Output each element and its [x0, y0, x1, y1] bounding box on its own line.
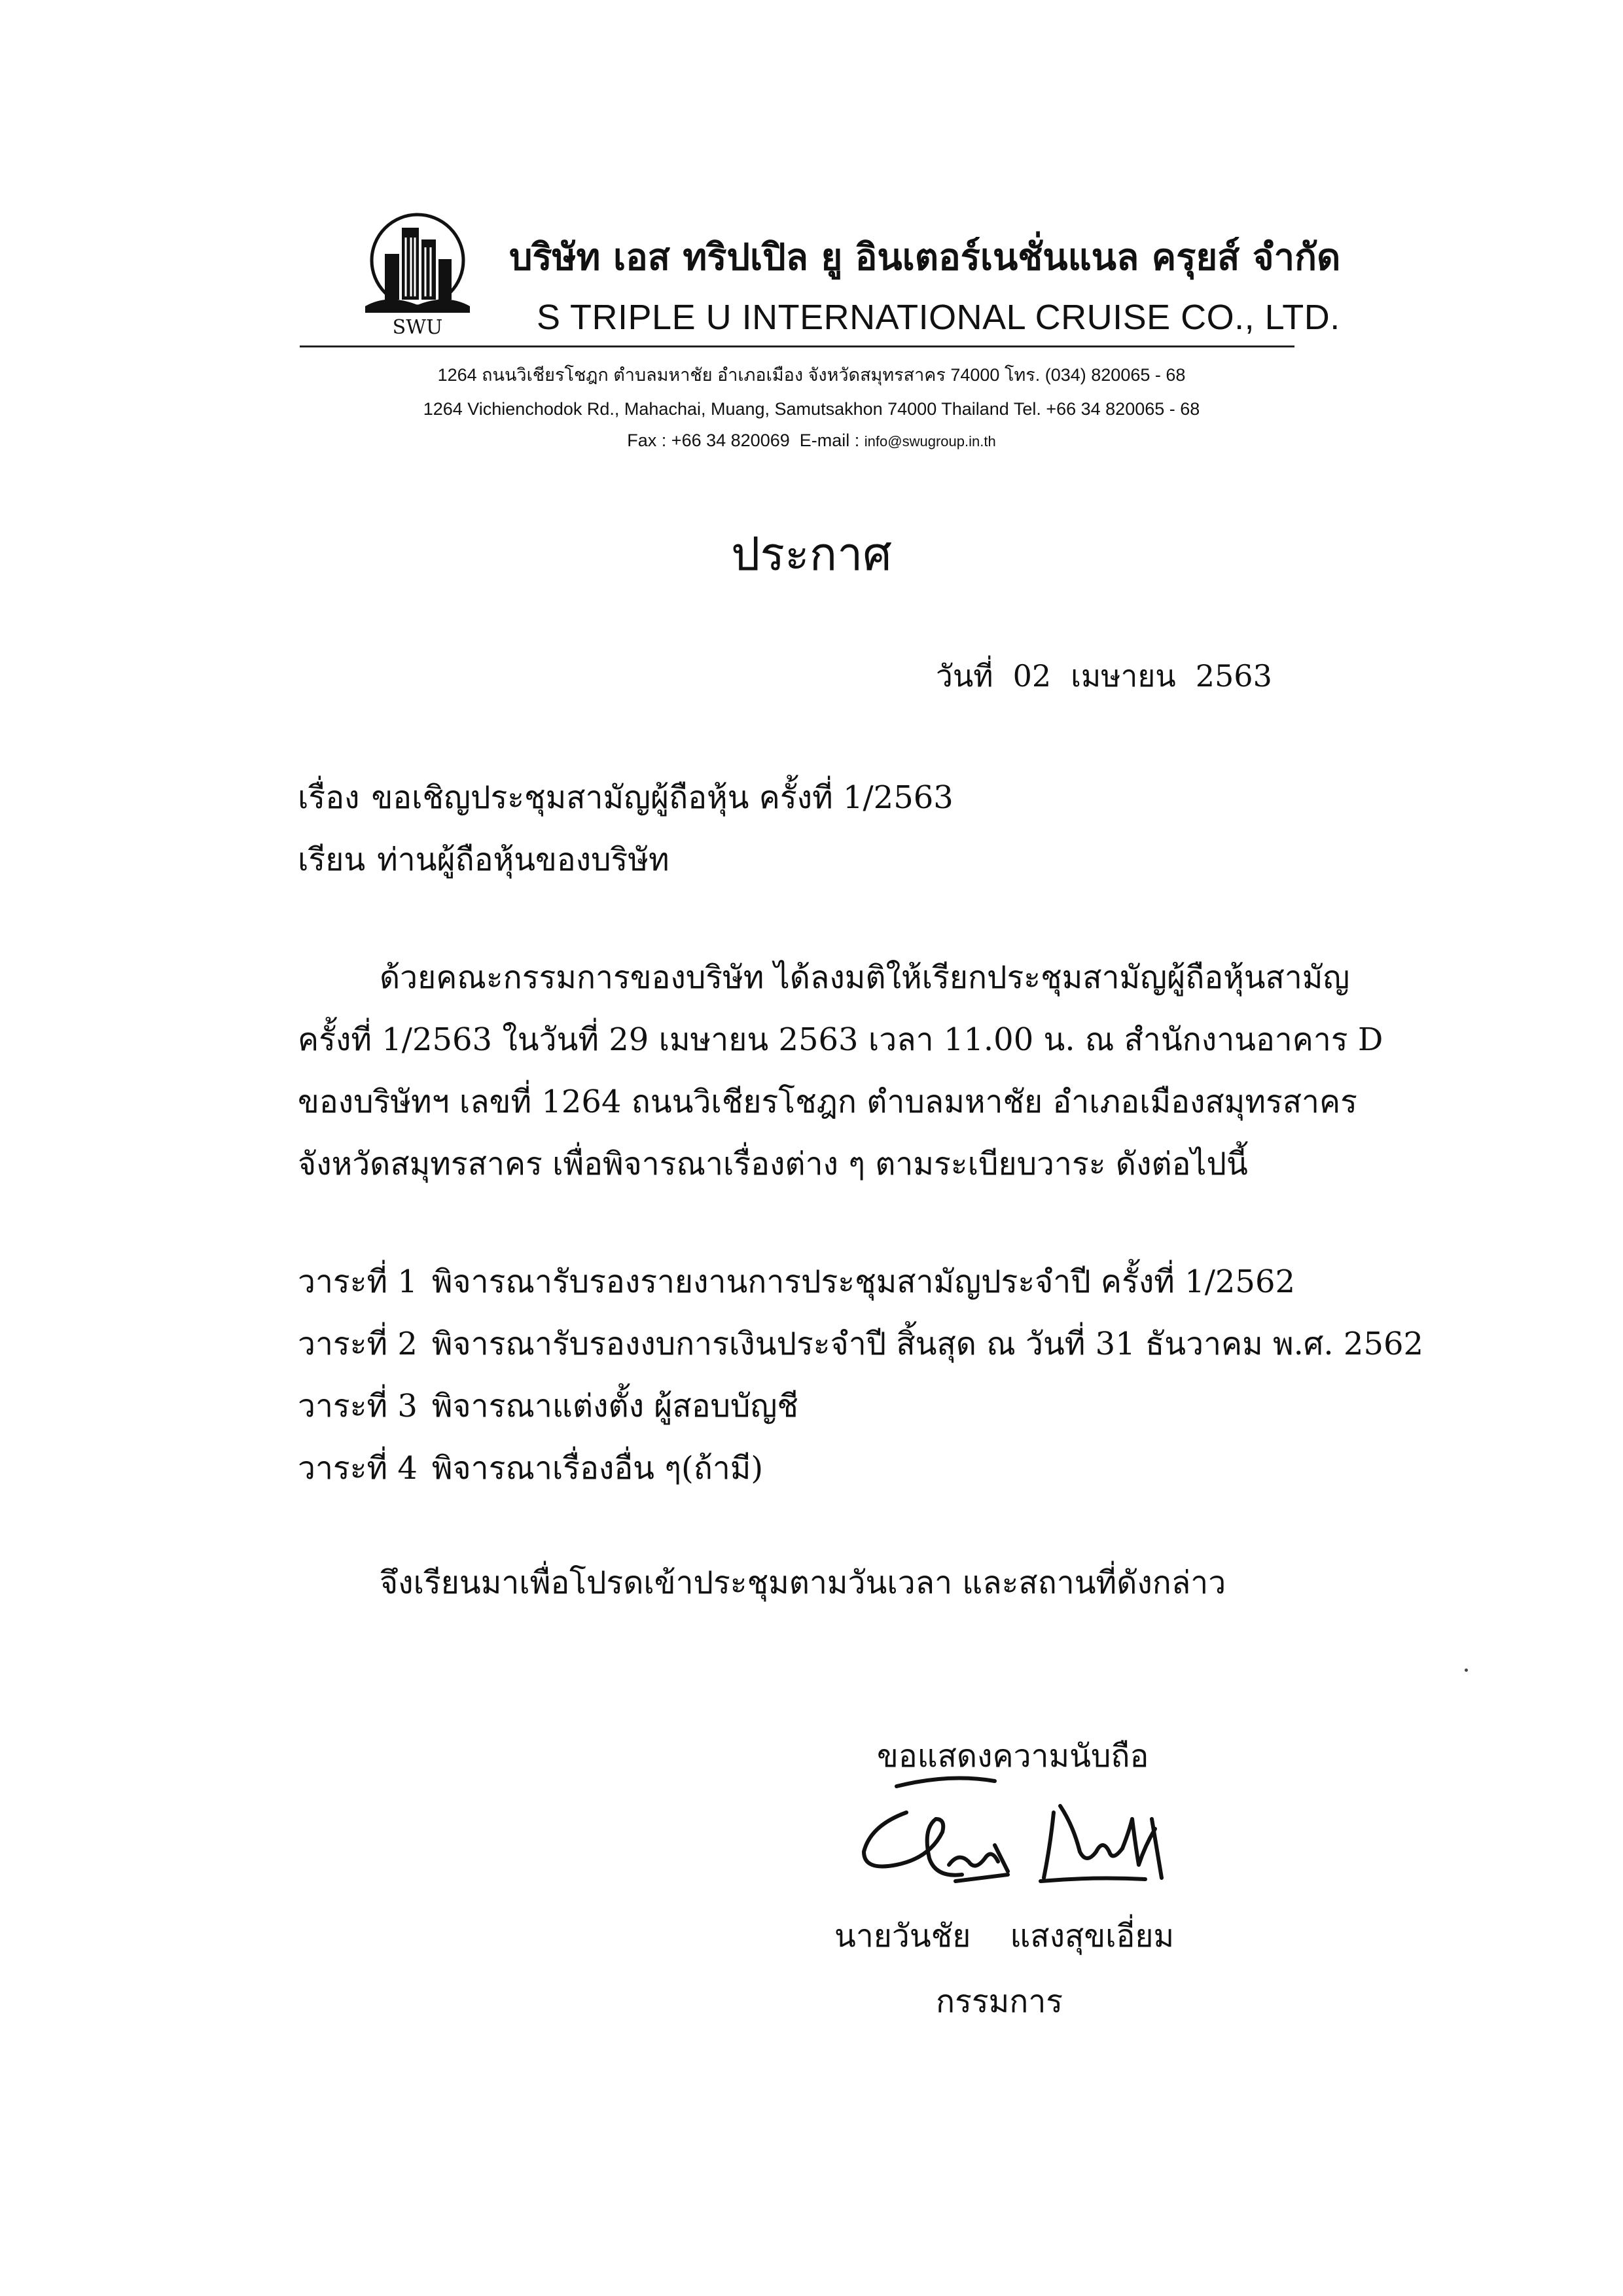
agenda-item	[298, 1263, 1296, 1300]
agenda-label: วาระที่ 2	[298, 1326, 418, 1362]
handwritten-signature	[844, 1767, 1211, 1930]
document-date	[936, 658, 1272, 694]
agenda-label: วาระที่ 1	[298, 1263, 418, 1300]
body-line: ของบริษัทฯ เลขที่ 1264 ถนนวิเชียรโชฎก ตำบลมหาชัย อำเภอเมืองสมุทรสาคร	[298, 1084, 1357, 1120]
signer-name	[834, 1920, 1174, 1952]
agenda-label: วาระที่ 4	[298, 1450, 418, 1487]
company-name-th: บริษัท เอส ทริปเปิล ยู อินเตอร์เนชั่นแนล ครุยส์ จำกัด	[509, 236, 1341, 279]
signer-last-name: แสงสุขเอี่ยม	[1010, 1918, 1175, 1954]
agenda-text: พิจารณาเรื่องอื่น ๆ(ถ้ามี)	[431, 1450, 764, 1487]
sign-off: ขอแสดงความนับถือ	[877, 1738, 1149, 1775]
recipient-text: ท่านผู้ถือหุ้นของบริษัท	[377, 841, 669, 878]
logo-text: SWU	[392, 316, 443, 339]
date-day: 02	[1012, 658, 1052, 694]
signer-first-name: นายวันชัย	[834, 1918, 971, 1954]
email-label: E-mail :	[799, 431, 860, 450]
address-th: 1264 ถนนวิเชียรโชฎก ตำบลมหาชัย อำเภอเมือง จังหวัดสมุทรสาคร 74000 โทร. (034) 820065 - 68	[437, 365, 1186, 385]
agenda-item	[298, 1390, 798, 1422]
fax-number: Fax : +66 34 820069	[627, 431, 790, 450]
agenda-label: วาระที่ 3	[298, 1388, 418, 1424]
body-line: ครั้งที่ 1/2563 ในวันที่ 29 เมษายน 2563 เวลา 11.00 น. ณ สำนักงานอาคาร D	[298, 1021, 1383, 1058]
recipient-label: เรียน	[298, 841, 366, 878]
company-name-en: S TRIPLE U INTERNATIONAL CRUISE CO., LTD.	[537, 298, 1340, 337]
agenda-text: พิจารณารับรองรายงานการประชุมสามัญประจำปี ครั้งที่ 1/2562	[431, 1263, 1296, 1300]
agenda-item	[298, 1328, 1423, 1360]
closing-statement: จึงเรียนมาเพื่อโปรดเข้าประชุมตามวันเวลา และสถานที่ดังกล่าว	[380, 1564, 1226, 1601]
letterhead-divider	[300, 345, 1294, 347]
signer-title: กรรมการ	[936, 1983, 1063, 2020]
body-line: ด้วยคณะกรรมการของบริษัท ได้ลงมติให้เรียกประชุมสามัญผู้ถือหุ้นสามัญ	[380, 959, 1350, 996]
agenda-text: พิจารณารับรองงบการเงินประจำปี สิ้นสุด ณ วันที่ 31 ธันวาคม พ.ศ. 2562	[431, 1326, 1424, 1362]
email-address[interactable]: info@swugroup.in.th	[864, 433, 996, 450]
date-prefix: วันที่	[936, 658, 993, 694]
agenda-text: พิจารณาแต่งตั้ง ผู้สอบบัญชี	[431, 1388, 798, 1424]
address-en: 1264 Vichienchodok Rd., Mahachai, Muang, Samutsakhon 74000 Thailand Tel. +66 34 820065 - 68	[423, 399, 1200, 419]
date-year: 2563	[1195, 658, 1272, 694]
company-logo	[359, 208, 476, 339]
fax-email-line	[0, 432, 1623, 450]
agenda-item	[298, 1450, 764, 1487]
document-title: ประกาศ	[731, 527, 892, 581]
scan-speck	[1465, 1669, 1468, 1672]
subject-line	[298, 779, 954, 816]
body-line: จังหวัดสมุทรสาคร เพื่อพิจารณาเรื่องต่าง ๆ ตามระเบียบวาระ ดังต่อไปนี้	[298, 1146, 1248, 1182]
subject-label: เรื่อง	[298, 779, 360, 816]
recipient-line	[298, 841, 669, 878]
subject-text: ขอเชิญประชุมสามัญผู้ถือหุ้น ครั้งที่ 1/2563	[371, 779, 954, 816]
date-month: เมษายน	[1071, 658, 1176, 694]
